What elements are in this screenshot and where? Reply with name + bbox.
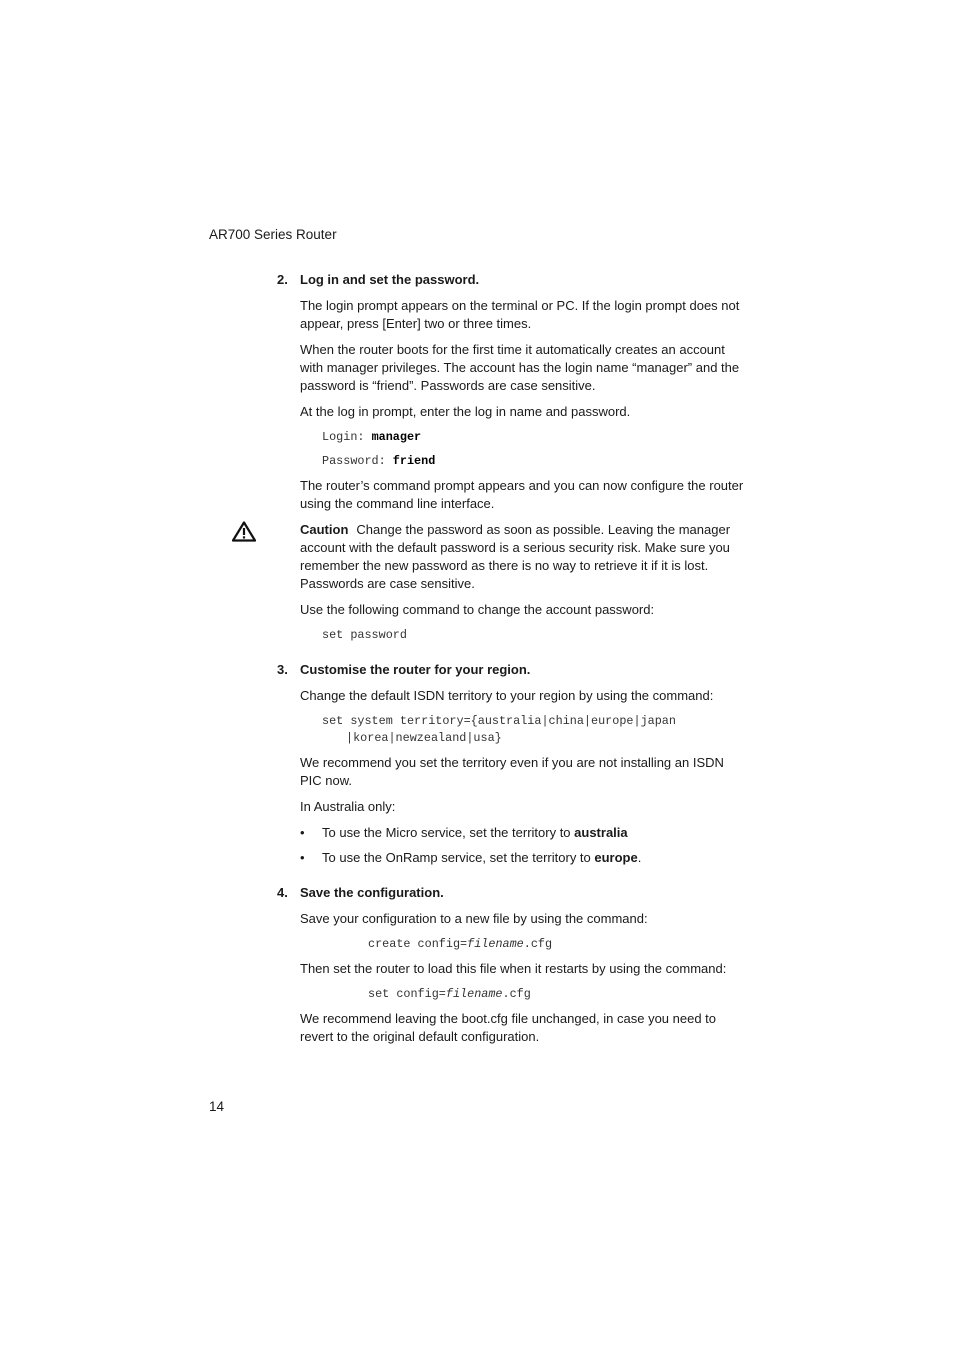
code-text: .cfg (502, 987, 531, 1001)
step-3-heading (277, 661, 748, 679)
step-number: 2. (277, 272, 288, 287)
paragraph: Save your configuration to a new file by using the command: (300, 911, 648, 926)
list-item (300, 824, 748, 842)
bullet-icon: • (300, 850, 305, 865)
code-line: |korea|newzealand|usa} (346, 731, 502, 745)
code-value: friend (392, 454, 436, 468)
list-item-bold: europe (594, 850, 638, 865)
code-line: set system territory={australia|china|europe|japan (322, 714, 676, 728)
warning-icon (232, 521, 256, 542)
paragraph: We recommend leaving the boot.cfg file unchanged, in case you need to revert to the original default configuration. (300, 1011, 717, 1044)
code-label: Password: (322, 454, 393, 468)
step-title: Customise the router for your region. (300, 662, 531, 677)
paragraph: Then set the router to load this file when it restarts by using the command: (300, 961, 727, 976)
step-4-heading (277, 884, 748, 902)
page-content (277, 271, 748, 1054)
caution-label: Caution (300, 522, 349, 537)
list-item (300, 849, 748, 867)
code-set-password: set password (322, 628, 407, 642)
bullet-icon: • (300, 825, 305, 840)
code-text: .cfg (523, 937, 553, 951)
step-title: Log in and set the password. (300, 272, 480, 287)
paragraph: The login prompt appears on the terminal or PC. If the login prompt does not appear, press [Enter] two or three times. (300, 298, 740, 331)
paragraph: When the router boots for the first time it automatically creates an account with manager privileges. The account has the login name “manager” and the password is “friend”. Passwords are case sensitive. (300, 342, 740, 393)
code-set-config (368, 986, 748, 1003)
caution-note (300, 521, 748, 593)
list-item-bold: australia (574, 825, 628, 840)
code-text: create config= (368, 937, 468, 951)
paragraph: In Australia only: (300, 799, 396, 814)
code-password (322, 453, 748, 470)
code-create-config (368, 936, 748, 953)
page-header: AR700 Series Router (209, 227, 337, 242)
code-territory (322, 713, 748, 747)
paragraph: We recommend you set the territory even if you are not installing an ISDN PIC now. (300, 755, 724, 788)
list-item-text: To use the OnRamp service, set the territory to (322, 850, 595, 865)
step-number: 3. (277, 662, 288, 677)
paragraph: Use the following command to change the account password: (300, 602, 655, 617)
list-item-tail: . (637, 850, 642, 865)
step-2-heading (277, 271, 748, 289)
code-variable: filename (467, 937, 524, 951)
code-login (322, 429, 748, 446)
list-item-text: To use the Micro service, set the territory to (322, 825, 575, 840)
paragraph: Change the default ISDN territory to your region by using the command: (300, 688, 714, 703)
code-variable: filename (445, 987, 503, 1001)
paragraph: At the log in prompt, enter the log in name and password. (300, 404, 631, 419)
page-number: 14 (209, 1099, 225, 1114)
paragraph: The router’s command prompt appears and you can now configure the router using the command line interface. (300, 478, 744, 511)
code-text: set config= (368, 987, 446, 1001)
caution-text: Change the password as soon as possible. Leaving the manager account with the default password is a serious security risk. Make sure you remember the new password as there is no way to retrieve it if it is lost. Passwords are case sensitive. (300, 522, 731, 591)
code-label: Login: (322, 430, 372, 444)
step-title: Save the configuration. (300, 885, 444, 900)
step-number: 4. (277, 885, 288, 900)
code-value: manager (371, 430, 422, 444)
